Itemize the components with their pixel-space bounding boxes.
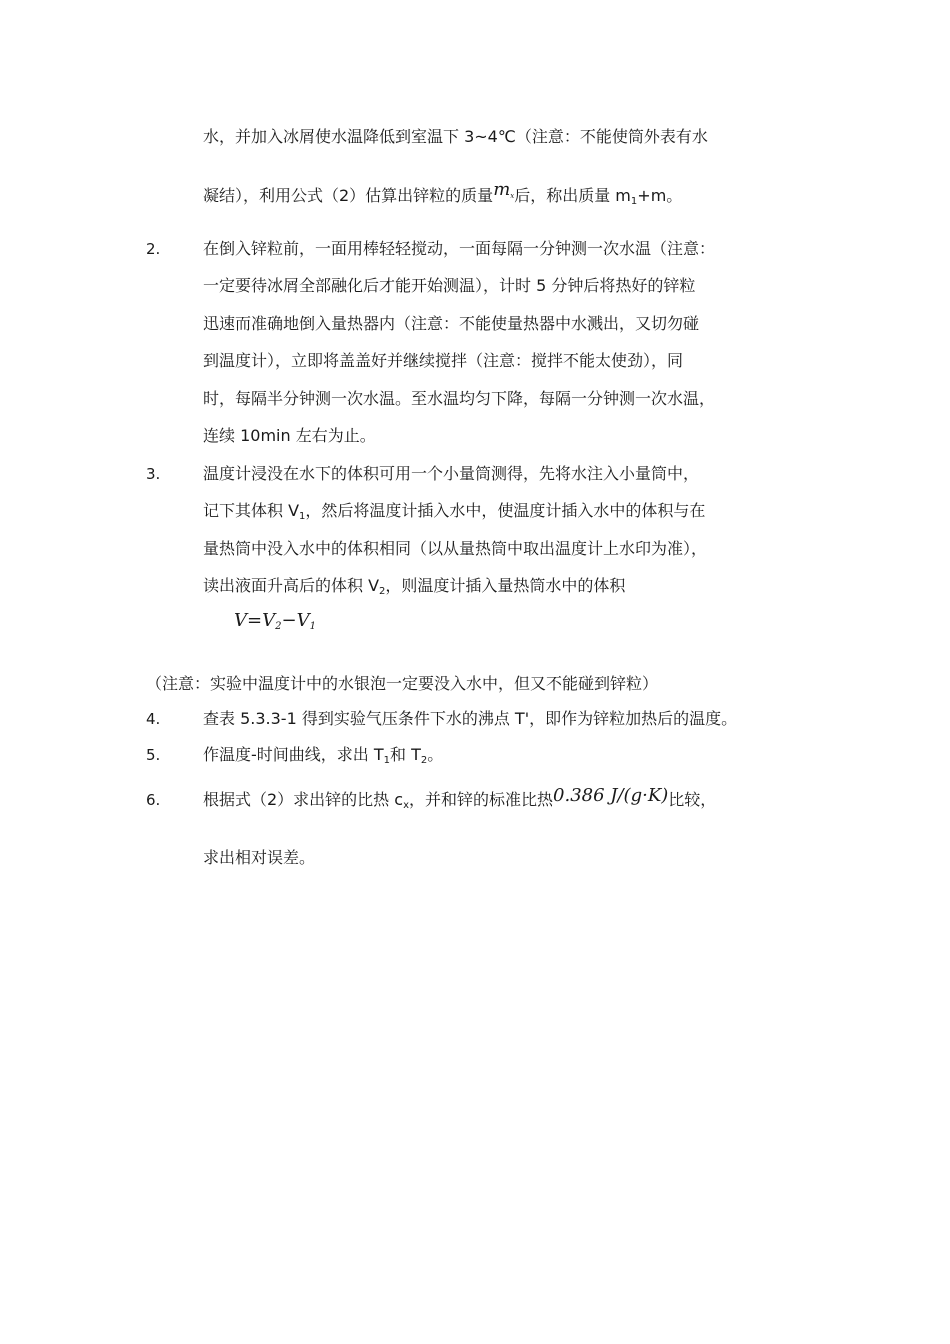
- subscript: 1: [299, 511, 306, 522]
- paragraph-line: 水，并加入冰屑使水温降低到室温下 3~4℃（注意：不能使筒外表有水: [203, 127, 708, 146]
- list-number: 2.: [146, 240, 161, 258]
- list-item-line: 读出液面升高后的体积 $V_2$，则温度计插入量热筒水中的体积: [203, 576, 626, 597]
- list-item-line: 量热筒中没入水中的体积相同（以从量热筒中取出温度计上水印为准），: [203, 539, 708, 558]
- list-item-line: 到温度计），立即将盖盖好并继续搅拌（注意：搅拌不能太使劲），同: [203, 351, 684, 370]
- list-number: 6.: [146, 791, 161, 809]
- subscript: 1: [630, 196, 638, 207]
- math-mx: $m_x$: [493, 179, 515, 200]
- list-item-line: 作温度-时间曲线，求出 $T_1$和 $T_2$。: [203, 745, 444, 766]
- text-segment: +m。: [637, 186, 683, 205]
- list-item-line: 查表 5.3.3-1 得到实验气压条件下水的沸点 T'，即作为锌粒加热后的温度。: [203, 709, 738, 728]
- list-item-line: 在倒入锌粒前，一面用棒轻轻搅动，一面每隔一分钟测一次水温（注意：: [203, 239, 716, 258]
- list-item-line: 根据式（2）求出锌的比热 $c_x$，并和锌的标准比热0.386 J/(g·K)比较，: [203, 785, 717, 811]
- specific-heat-value: 0.386 J/(g·K): [553, 785, 669, 806]
- list-item-line: 时，每隔半分钟测一次水温。至水温均匀下降，每隔一分钟测一次水温，: [203, 389, 716, 408]
- list-item-line: 记下其体积 $V_1$，然后将温度计插入水中，使温度计插入水中的体积与在: [203, 501, 706, 522]
- subscript: x: [403, 800, 409, 811]
- list-item-line: 温度计浸没在水下的体积可用一个小量筒测得，先将水注入小量筒中，: [203, 464, 700, 483]
- list-item-line: 连续 10min 左右为止。: [203, 426, 376, 445]
- list-item-line: 求出相对误差。: [203, 848, 316, 867]
- text-segment: 后，称出质量 m: [514, 186, 631, 205]
- subscript: 1: [383, 755, 391, 766]
- volume-formula: $V=V_2-V_1$: [234, 610, 316, 632]
- list-number: 4.: [146, 710, 161, 728]
- list-number: 5.: [146, 746, 161, 764]
- list-item-line: 一定要待冰屑全部融化后才能开始测温），计时 5 分钟后将热好的锌粒: [203, 276, 696, 295]
- paragraph-line-mass: [203, 179, 683, 207]
- list-number: 3.: [146, 465, 161, 483]
- subscript: 2: [420, 755, 428, 766]
- text-segment: 凝结），利用公式（2）估算出锌粒的质量: [203, 186, 494, 205]
- list-item-line: 迅速而准确地倒入量热器内（注意：不能使量热器中水溅出，又切勿碰: [203, 314, 700, 333]
- subscript: 2: [379, 586, 386, 597]
- note-text: （注意：实验中温度计中的水银泡一定要没入水中，但又不能碰到锌粒）: [146, 674, 659, 693]
